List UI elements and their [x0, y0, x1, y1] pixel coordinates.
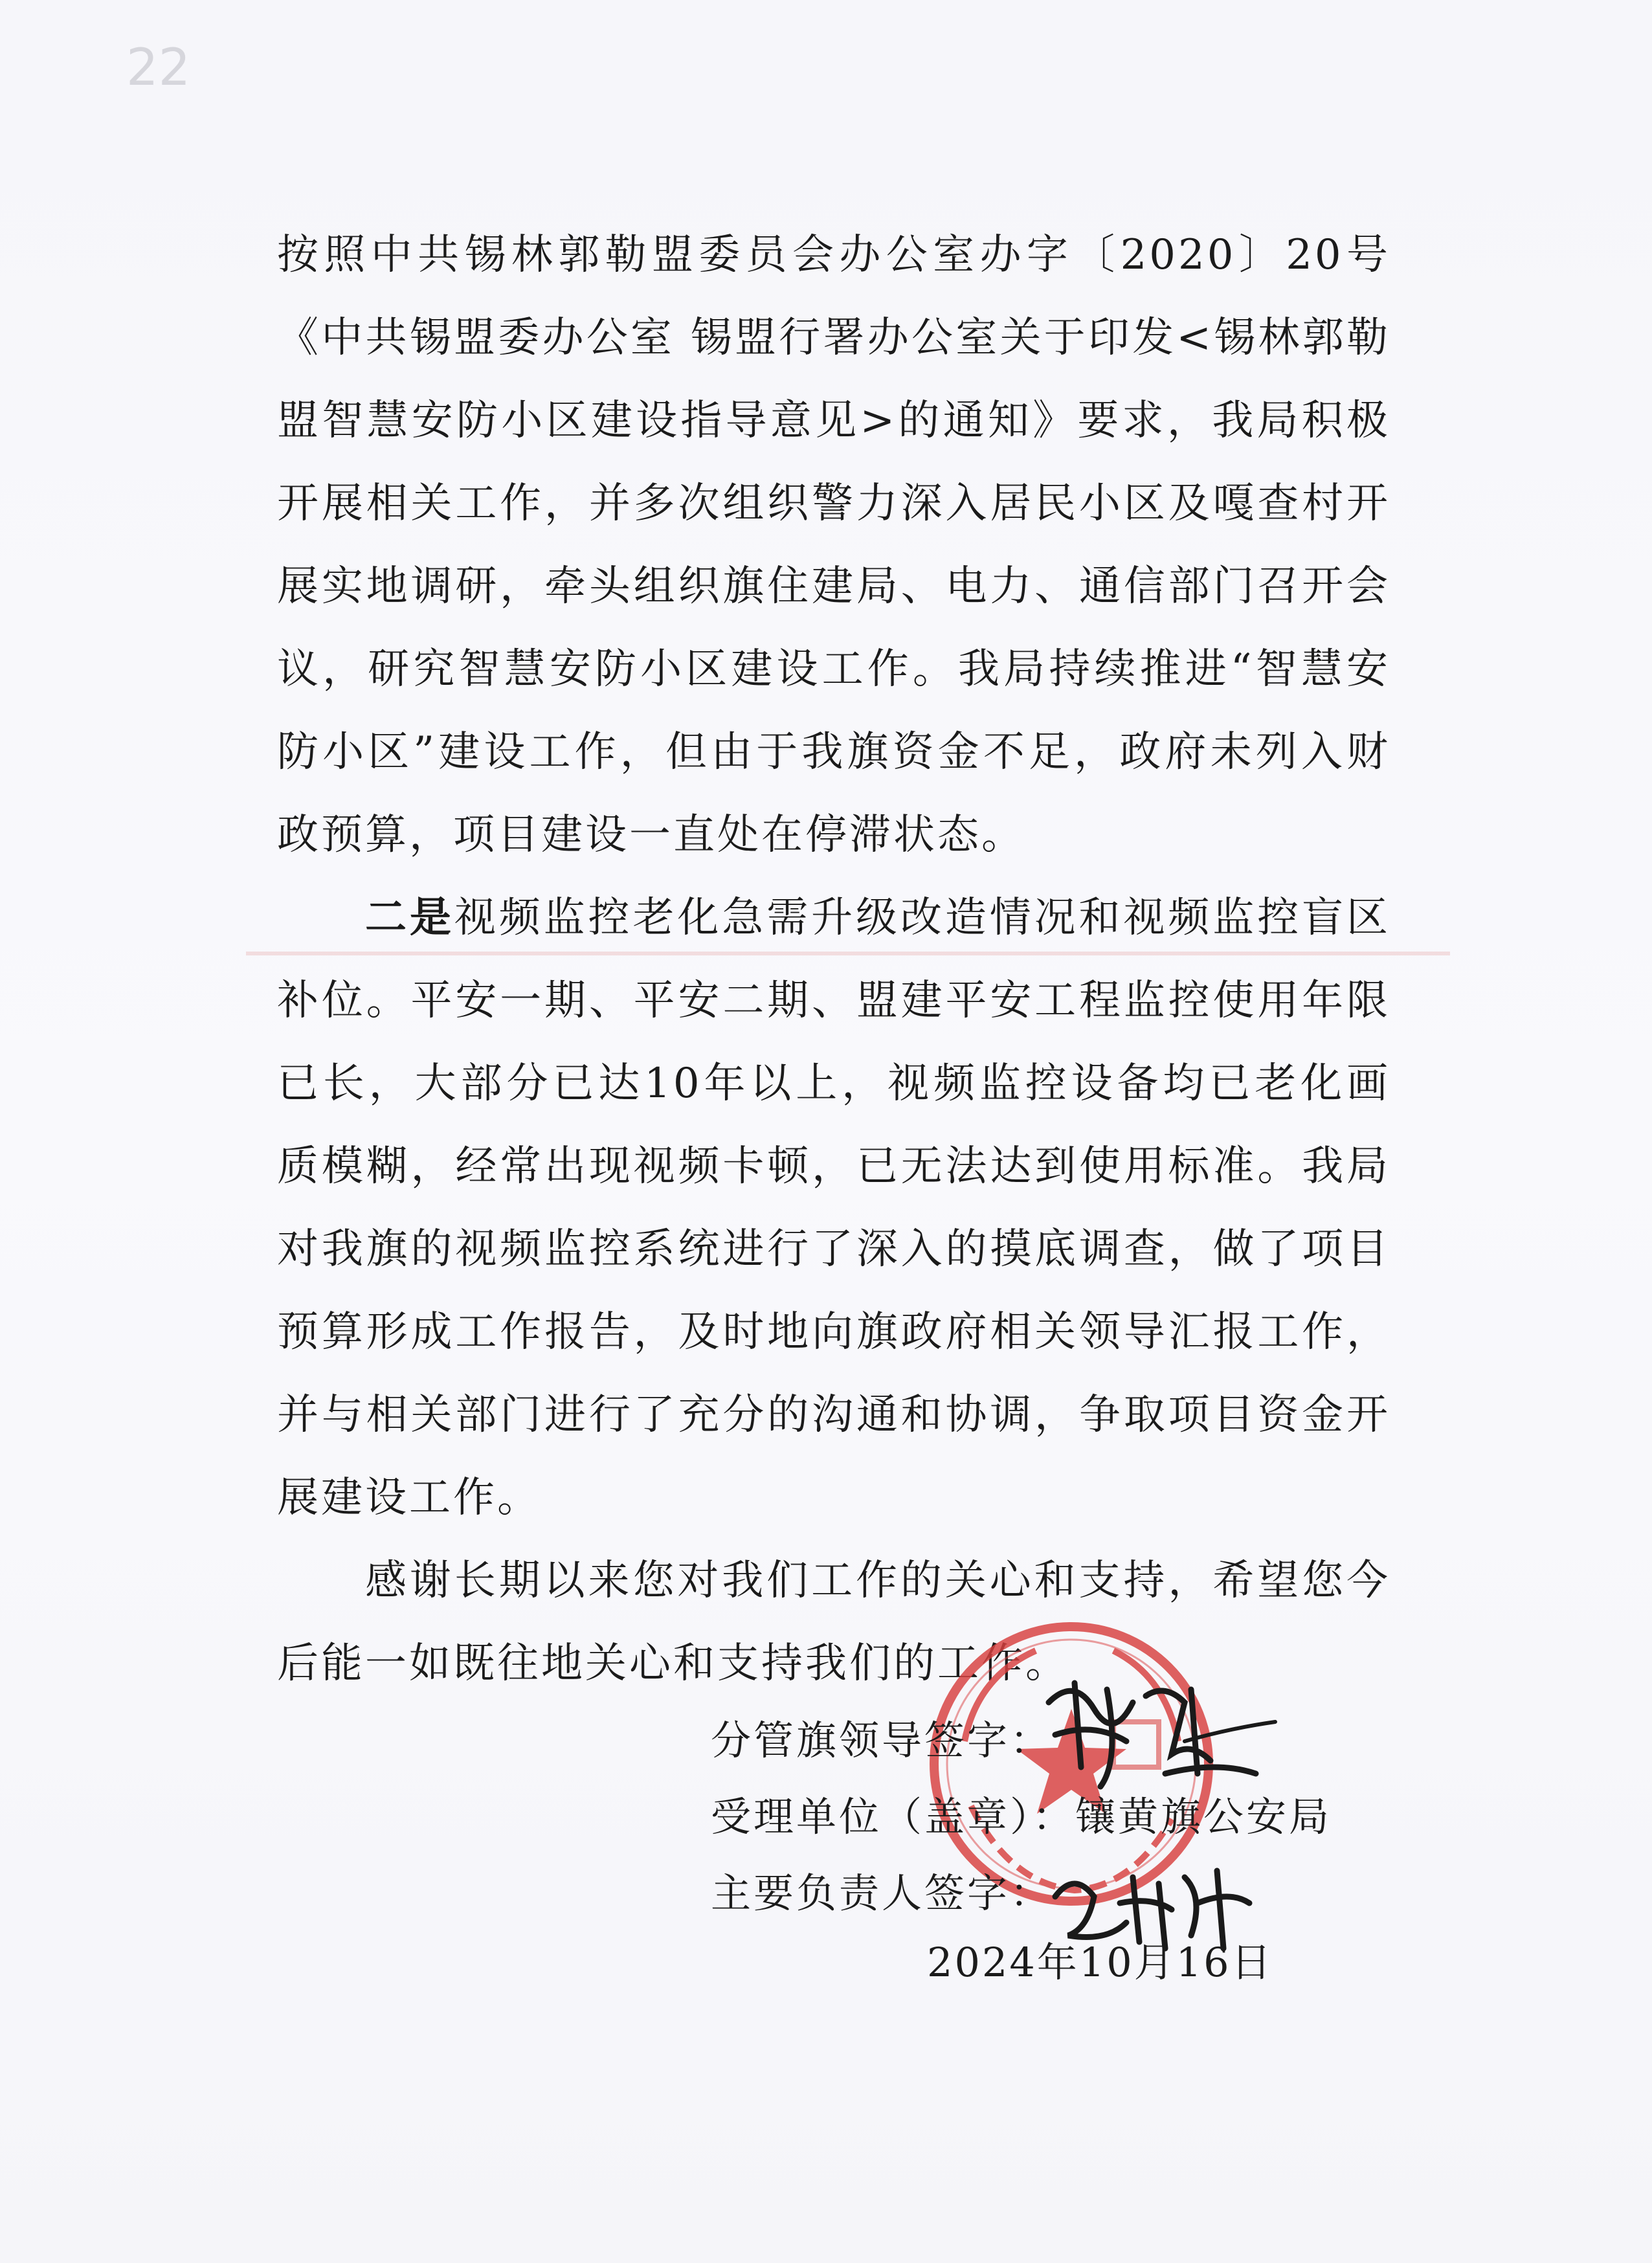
document-body — [277, 214, 1390, 1705]
leader-signature-line — [711, 1702, 1358, 1779]
head-signature-label: 主要负责人签字： — [711, 1869, 1053, 1917]
page-corner-mark: 22 — [126, 39, 191, 97]
paragraph-2-text: 视频监控老化急需升级改造情况和视频监控盲区补位。平安一期、平安二期、盟建平安工程监控使用年限已长，大部分已达10年以上，视频监控设备均已老化画质模糊，经常出现视频卡顿，已无法达到使用标准。我局对我旗的视频监控系统进行了深入的摸底调查，做了项目预算形成工作报告，及时地向旗政府相关领导汇报工作，并与相关部门进行了充分的沟通和协调，争取项目资金开展建设工作。 — [277, 894, 1391, 1522]
head-signature-line — [711, 1855, 1358, 1932]
unit-seal-label: 受理单位（盖章）： — [711, 1793, 1076, 1840]
unit-seal-line — [711, 1779, 1358, 1855]
paragraph-2 — [277, 876, 1390, 1539]
unit-name: 镶黄旗公安局 — [1075, 1793, 1332, 1840]
signature-block — [711, 1702, 1358, 1932]
paragraph-2-lead: 二是 — [365, 893, 454, 942]
paragraph-3: 感谢长期以来您对我们工作的关心和支持，希望您今后能一如既往地关心和支持我们的工作。 — [277, 1557, 1390, 1688]
document-date: 2024年10月16日 — [927, 1939, 1273, 1986]
leader-signature-label: 分管旗领导签字： — [711, 1717, 1053, 1764]
paragraph-1: 按照中共锡林郭勒盟委员会办公室办字〔2020〕20号《中共锡盟委办公室 锡盟行署办公室关于印发<锡林郭勒盟智慧安防小区建设指导意见>的通知》要求，我局积极开展相关工作，并多次组织警力深入居民小区及嘎查村开展实地调研，牵头组织旗住建局、电力、通信部门召开会议，研究智慧安防小区建设工作。我局持续推进“智慧安防小区”建设工作，但由于我旗资金不足，政府未列入财政预算，项目建设一直处在停滞状态。 — [277, 231, 1390, 859]
